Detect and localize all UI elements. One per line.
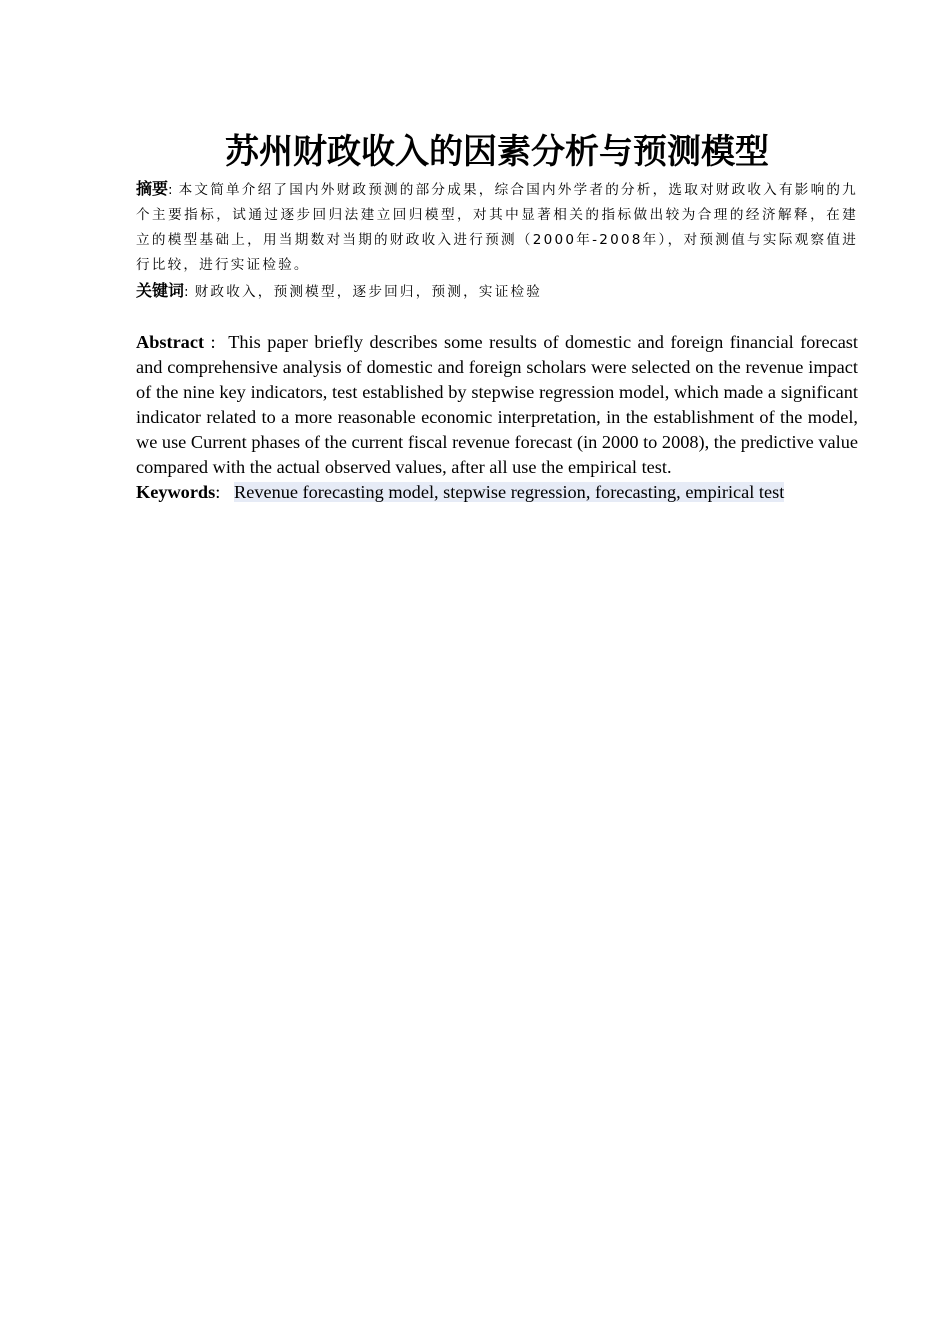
chinese-abstract-colon: : xyxy=(168,182,173,198)
paper-title: 苏州财政收入的因素分析与预测模型 xyxy=(225,132,769,172)
paper-page xyxy=(136,128,858,505)
english-abstract xyxy=(136,330,858,480)
chinese-abstract-text: 本文简单介绍了国内外财政预测的部分成果，综合国内外学者的分析，选取对财政收入有影响的九个主要指标，试通过逐步回归法建立回归模型，对其中显著相关的指标做出较为合理的经济解释，在建立的模型基础上，用当期数对当期的财政收入进行预测（2000年-2008年），对预测值与实际观察值进行比较，进行实证检验。 xyxy=(136,182,858,273)
chinese-keywords-label: 关键词 xyxy=(136,281,185,300)
chinese-abstract xyxy=(136,176,858,278)
english-keywords-text: Revenue forecasting model, stepwise regression, forecasting, empirical test xyxy=(234,482,785,502)
chinese-abstract-label: 摘要 xyxy=(136,179,169,198)
english-keywords-colon: : xyxy=(215,482,235,502)
english-abstract-colon: : xyxy=(204,332,229,352)
section-spacer xyxy=(136,305,858,330)
english-keywords xyxy=(136,480,858,505)
english-abstract-label: Abstract xyxy=(136,332,205,352)
chinese-keywords-text: 财政收入，预测模型，逐步回归，预测，实证检验 xyxy=(194,284,543,300)
english-keywords-label: Keywords xyxy=(136,482,216,502)
english-abstract-text: This paper briefly describes some results of domestic and foreign financial forecast and comprehensive analysis of domestic and foreign scholars were selected on the revenue impact of the nine key indicators, test established by stepwise regression model, which made a significant indicator related to a more reasonable economic interpretation, in the establishment of the model, we use Current phases of the current fiscal revenue forecast (in 2000 to 2008), the predictive value compared with the actual observed values, after all use the empirical test. xyxy=(136,332,858,477)
chinese-keywords xyxy=(136,278,858,305)
chinese-keywords-colon: : xyxy=(184,284,189,300)
